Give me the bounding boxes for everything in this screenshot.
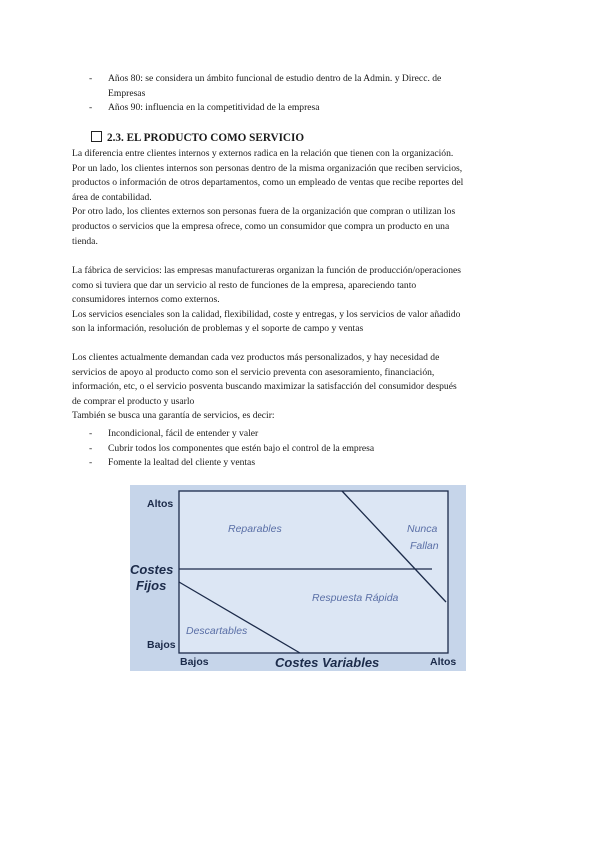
- bullet-item: [89, 101, 529, 116]
- section-title: 2.3. EL PRODUCTO COMO SERVICIO: [107, 132, 305, 144]
- bullet-dash: -: [89, 73, 93, 84]
- paragraph-line: área de contabilidad.: [72, 191, 152, 203]
- bullet-text-line: Años 80: se considera un ámbito funcional de estudio dentro de la Admin. y Direcc. de: [108, 73, 442, 84]
- x-axis-title: Costes Variables: [275, 655, 380, 670]
- x-axis-low-label: Bajos: [180, 656, 209, 668]
- paragraph-line: productos o servicios que la empresa ofrece, como un consumidor que compra un producto en una: [72, 220, 450, 232]
- bullet-text: Incondicional, fácil de entender y valer: [108, 428, 259, 439]
- paragraph-line: como si tuviera que dar un servicio al resto de funciones de la empresa, apareciendo tanto: [72, 279, 417, 291]
- paragraph-clients: [72, 147, 527, 249]
- diagram-lines: [130, 485, 466, 671]
- checkbox-square-icon: [91, 131, 102, 142]
- region-descartables: Descartables: [186, 625, 248, 637]
- region-nunca-fallan-line1: Nunca: [407, 523, 438, 535]
- region-respuesta-rapida: Respuesta Rápida: [312, 592, 399, 604]
- bullet-dash: -: [89, 457, 93, 468]
- paragraph-line: La diferencia entre clientes internos y externos radica en la relación que tienen con la organización.: [72, 148, 454, 159]
- paragraph-service-factory: [72, 264, 527, 337]
- paragraph-line: son la información, resolución de problemas y el soporte de campo y ventas: [72, 323, 364, 335]
- paragraph-customers: [72, 351, 527, 424]
- bullet-dash: -: [89, 443, 93, 454]
- section-heading: [91, 130, 304, 146]
- bullet-dash: -: [89, 428, 93, 439]
- y-axis-title-line2: Fijos: [136, 578, 167, 593]
- paragraph-line: También se busca una garantía de servicios, es decir:: [72, 410, 275, 422]
- bullet-dash: -: [89, 102, 93, 113]
- y-axis-high-label: Altos: [147, 498, 174, 510]
- paragraph-line: consumidores internos como externos.: [72, 294, 220, 306]
- region-reparables: Reparables: [228, 523, 282, 535]
- paragraph-line: de comprar el producto y usarlo: [72, 395, 195, 407]
- bullet-item: [89, 72, 529, 101]
- paragraph-line: Los servicios esenciales son la calidad, flexibilidad, coste y entregas, y los servicios de valor añadido: [72, 308, 461, 320]
- cost-matrix-diagram: [130, 485, 466, 671]
- paragraph-line: tienda.: [72, 235, 98, 247]
- x-axis-high-label: Altos: [430, 656, 457, 668]
- bullet-item: [89, 456, 529, 471]
- paragraph-line: información, etc, o el servicio posventa buscando maximizar la satisfacción del consumidor después: [72, 381, 457, 393]
- paragraph-line: Los clientes actualmente demandan cada vez productos más personalizados, y hay necesidad de: [72, 352, 440, 363]
- bullet-item: [89, 442, 529, 457]
- region-nunca-fallan-line2: Fallan: [410, 540, 439, 552]
- paragraph-line: Por un lado, los clientes internos son personas dentro de la misma organización que reciben servicios,: [72, 162, 463, 174]
- bullet-text: Fomente la lealtad del cliente y ventas: [108, 457, 256, 468]
- bullet-text-line: Empresas: [108, 87, 146, 99]
- paragraph-line: Por otro lado, los clientes externos son personas fuera de la organización que compran o utilizan los: [72, 206, 456, 218]
- y-axis-title-line1: Costes: [130, 562, 174, 577]
- y-axis-low-label: Bajos: [147, 639, 176, 651]
- paragraph-line: servicios de apoyo al producto como son el servicio preventa con asesoramiento, financiación,: [72, 366, 435, 378]
- paragraph-line: La fábrica de servicios: las empresas manufactureras organizan la función de producción/operaciones: [72, 265, 462, 276]
- paragraph-line: productos o información de otros departamentos, como un empleado de ventas que recibe reportes del: [72, 177, 464, 189]
- bullet-text: Cubrir todos los componentes que estén bajo el control de la empresa: [108, 443, 375, 454]
- bullet-text-line: Años 90: influencia en la competitividad de la empresa: [108, 102, 320, 113]
- bullet-item: [89, 427, 529, 442]
